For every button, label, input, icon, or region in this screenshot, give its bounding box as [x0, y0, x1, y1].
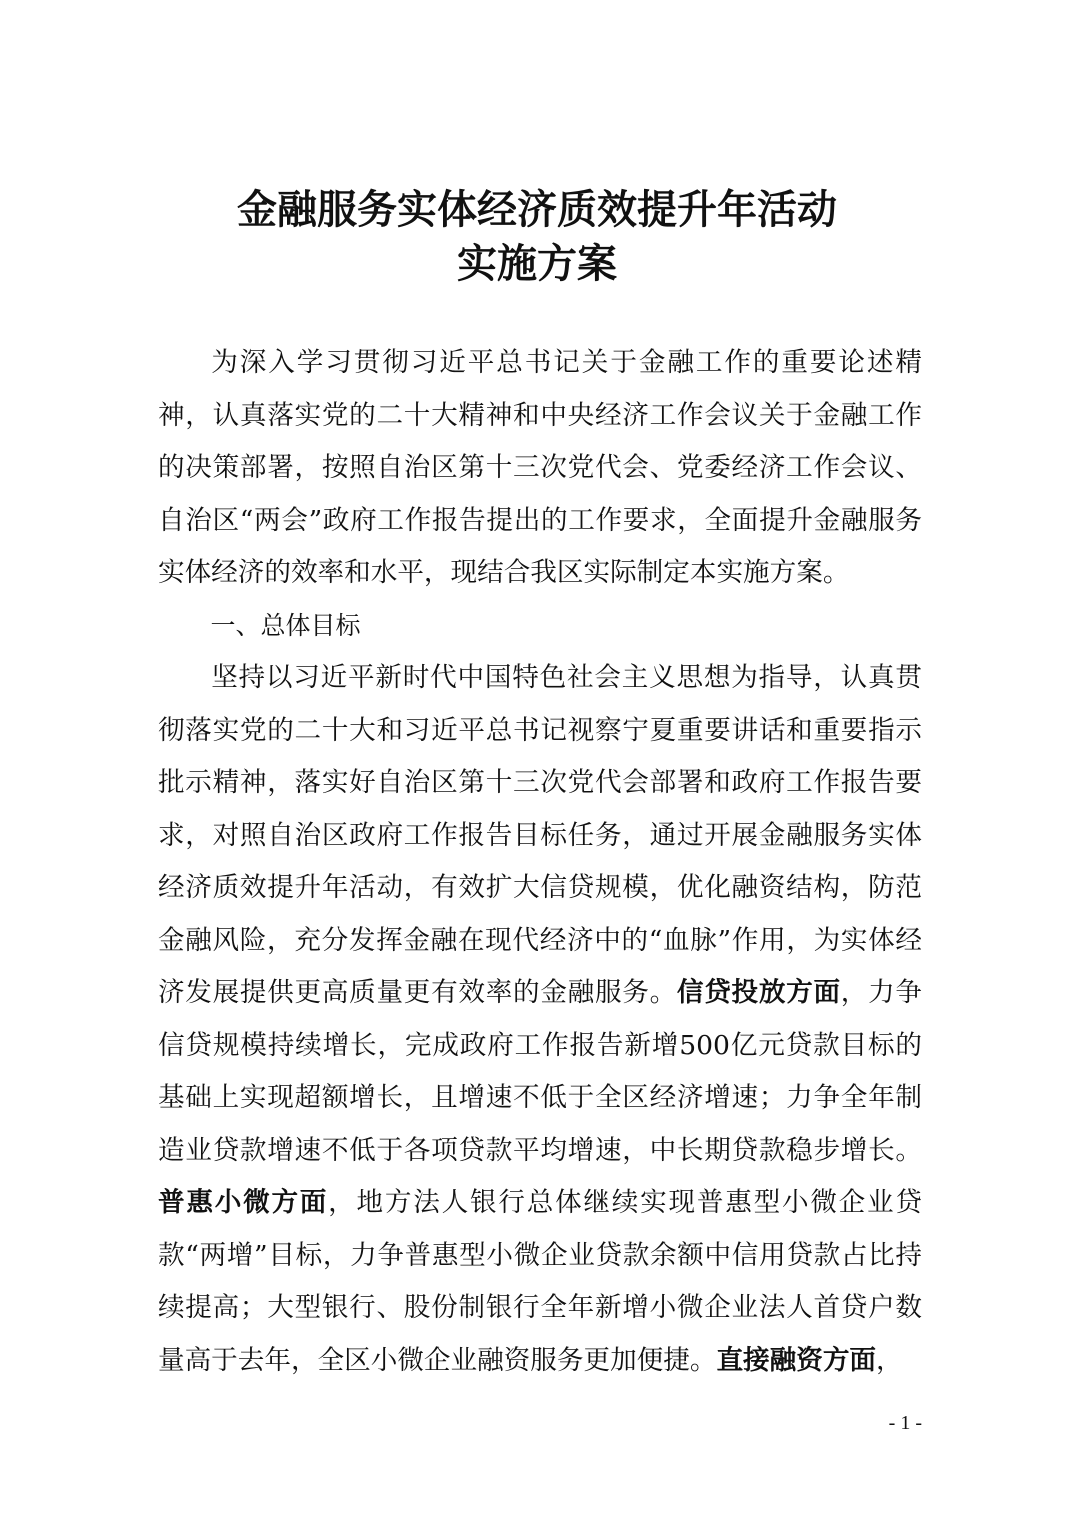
credit-investment-subheading: 信贷投放方面 [676, 977, 841, 1008]
document-title-line-1: 金融服务实体经济质效提升年活动 [237, 186, 837, 233]
direct-financing-subheading: 直接融资方面 [716, 1344, 877, 1376]
inclusive-micro-subheading: 普惠小微方面 [158, 1187, 329, 1218]
document-body [158, 337, 922, 1387]
credit-investment-text: ，力争信贷规模持续增长，完成政府工作报告新增500亿元贷款目标的基础上实现超额增长，且增速不低于全区经济增速；力争全年制造业贷款增速不低于各项贷款平均增速，中长期贷款稳步增长。 [158, 977, 923, 1166]
document-title-line-2: 实施方案 [457, 240, 617, 287]
intro-paragraph: 为深入学习贯彻习近平总书记关于金融工作的重要论述精神，认真落实党的二十大精神和中央经济工作会议关于金融工作的决策部署，按照自治区第十三次党代会、党委经济工作会议、自治区“两会”政府工作报告提出的工作要求，全面提升金融服务实体经济的效率和水平，现结合我区实际制定本实施方案。 [158, 347, 922, 588]
section-heading-overall-goals: 一、总体目标 [210, 610, 361, 640]
overall-goals-paragraph [158, 652, 922, 1387]
goals-text-main: 坚持以习近平新时代中国特色社会主义思想为指导，认真贯彻落实党的二十大和习近平总书记视察宁夏重要讲话和重要指示批示精神，落实好自治区第十三次党代会部署和政府工作报告要求，对照自治区政府工作报告目标任务，通过开展金融服务实体经济质效提升年活动，有效扩大信贷规模，优化融资结构，防范金融风险，充分发挥金融在现代经济中的“血脉”作用，为实体经济发展提供更高质量更有效率的金融服务。 [158, 662, 922, 1008]
inclusive-micro-text: ，地方法人银行总体继续实现普惠型小微企业贷款“两增”目标，力争普惠型小微企业贷款余额中信用贷款占比持续提高；大型银行、股份制银行全年新增小微企业法人首贷户数量高于去年，全区小微企业融资服务更加便捷。 [158, 1187, 922, 1376]
page-number: - 1 - [888, 1412, 922, 1434]
direct-financing-text: ， [876, 1344, 903, 1376]
